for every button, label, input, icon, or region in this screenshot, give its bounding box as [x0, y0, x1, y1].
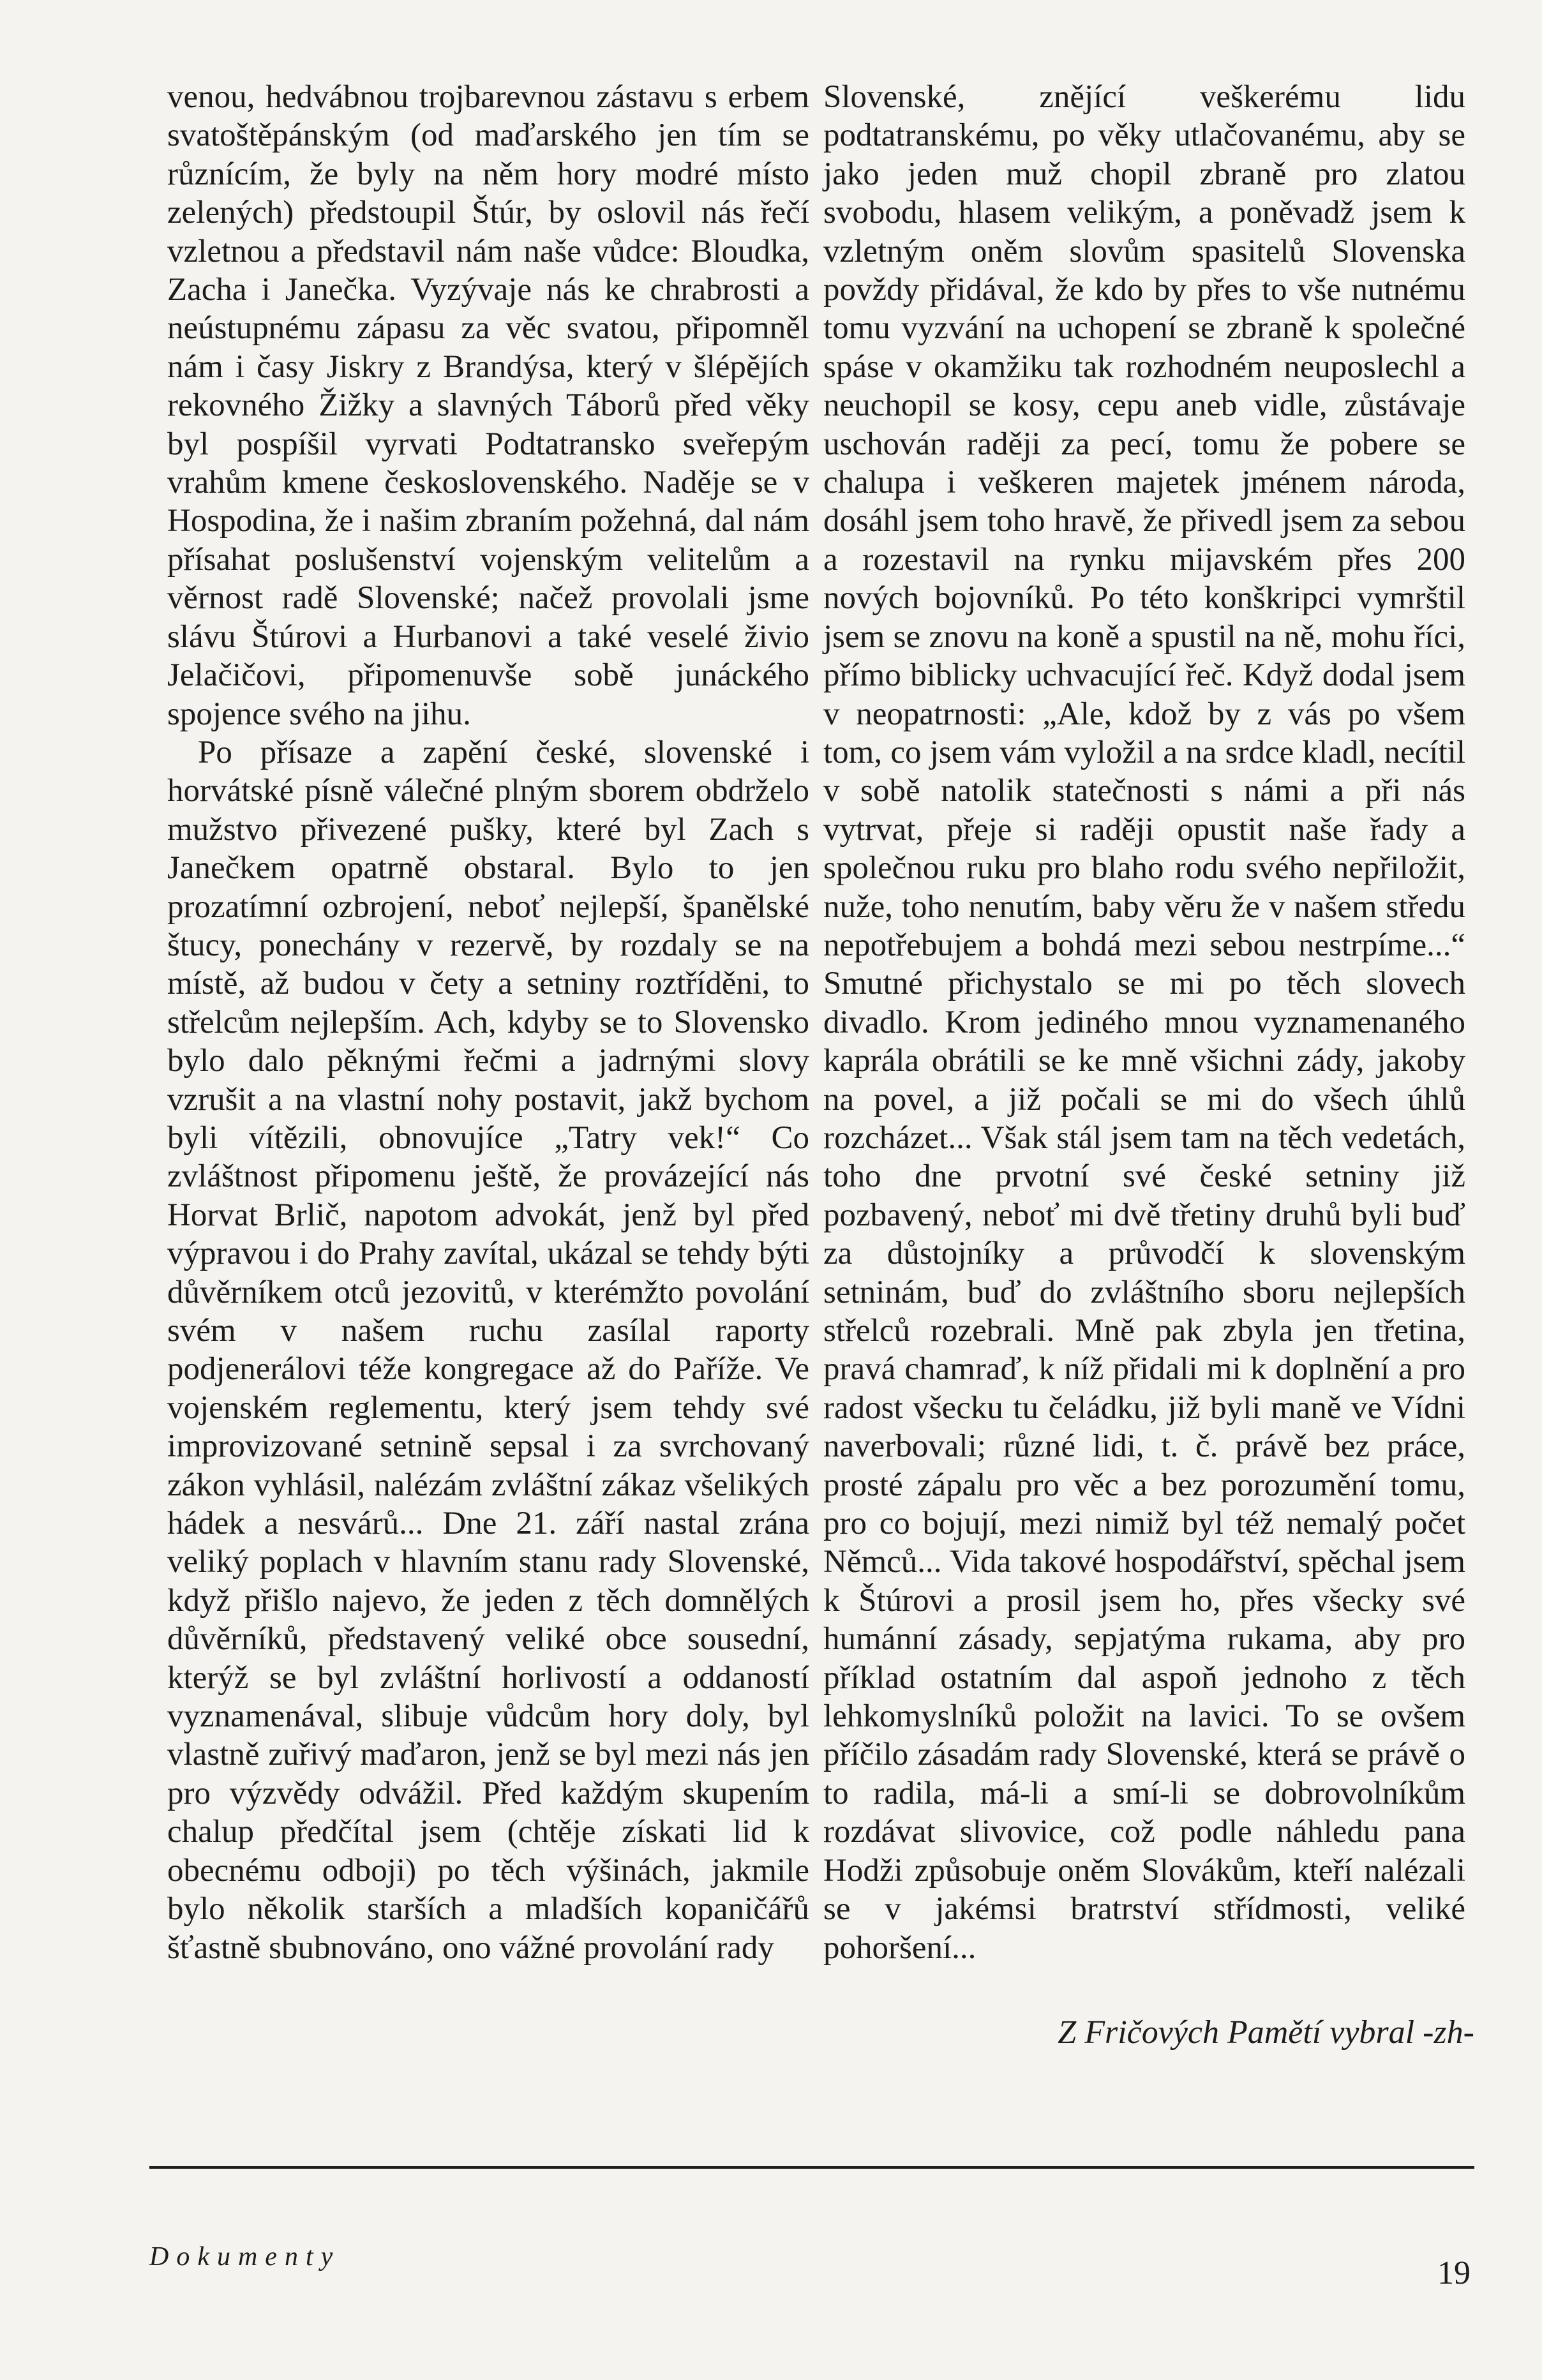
- paragraph: venou, hedvábnou trojbarevnou zástavu s erbem svatoštěpánským (od maďarského jen tím se různícím, že byly na něm hory modré místo zelených) předstoupil Štúr, by oslovil nás řečí vzletnou a představil nám naše vůdce: Bloudka, Zacha i Janečka. Vyzývaje nás ke chrabrosti a neústupnému zápasu za věc svatou, připomněl nám i časy Jiskry z Brandýsa, který v šlépějích rekovného Žižky a slavných Táborů před věky byl pospíšil vyrvati Podtatransko sveřepým vrahům kmene československého. Naděje se v Hospodina, že i našim zbraním požehná, dal nám přísahat poslušenství vojenským velitelům a věrnost radě Slovenské; načež provolali jsme slávu Štúrovi a Hurbanovi a také veselé živio Jelačičovi, připomenuvše sobě junáckého spojence svého na jihu.: [167, 79, 809, 732]
- footer-section-label: Dokumenty: [149, 2242, 341, 2271]
- left-text-column: [167, 78, 809, 1967]
- page-number: 19: [1437, 2255, 1471, 2291]
- footer-divider: [149, 2166, 1474, 2169]
- article-signature: Z Fričových Pamětí vybral -zh-: [1058, 2014, 1474, 2051]
- right-text-column: [823, 78, 1465, 1967]
- paragraph: Slovenské, znějící veškerému lidu podtatranskému, po věky utlačovanému, aby se jako jeden muž chopil zbraně pro zlatou svobodu, hlasem velikým, a poněvadž jsem k vzletným oněm slovům spasitelů Slovenska povždy přidával, že kdo by přes to vše nutnému tomu vyzvání na uchopení se zbraně k společné spáse v okamžiku tak rozhodném neuposlechl a neuchopil se kosy, cepu aneb vidle, zůstávaje uschován raději za pecí, tomu že pobere se chalupa i veškeren majetek jménem národa, dosáhl jsem toho hravě, že přivedl jsem za sebou a rozestavil na rynku mijavském přes 200 nových bojovníků. Po této konškripci vymrštil jsem se znovu na koně a spustil na ně, mohu říci, přímo biblicky uchvacující řeč. Když dodal jsem v neopatrnosti: „Ale, kdož by z vás po všem tom, co jsem vám vyložil a na srdce kladl, necítil v sobě natolik statečnosti s námi a při nás vytrvat, přeje si raději opustit naše řady a společnou ruku pro blaho rodu svého nepřiložit, nuže, toho nenutím, baby věru že v našem středu nepotřebujem a bohdá mezi sebou nestrpíme...“ Smutné přichystalo se mi po těch slovech divadlo. Krom jediného mnou vyznamenaného kaprála obrátili se ke mně všichni zády, jakoby na povel, a již počali se mi do všech úhlů rozcházet... Však stál jsem tam na těch vedetách, toho dne prvotní své české setniny již pozbavený, neboť mi dvě třetiny druhů byli buď za důstojníky a průvodčí k slovenským setninám, buď do zvláštního sboru nejlepších střelců rozebrali. Mně pak zbyla jen třetina, pravá chamraď, k níž přidali mi k doplnění a pro radost všecku tu čeládku, již byli maně ve Vídni naverbovali; různé lidi, t. č. právě bez práce, prosté zápalu pro věc a bez porozumění tomu, pro co bojují, mezi nimiž byl též nemalý počet Němců... Vida takové hospodářství, spěchal jsem k Štúrovi a prosil jsem ho, přes všecky své humánní zásady, sepjatýma rukama, aby pro příklad ostatním dal aspoň jednoho z těch lehkomyslníků položit na lavici. To se ovšem příčilo zásadám rady Slovenské, která se právě o to radila, má-li a smí-li se dobrovolníkům rozdávat slivovice, což podle náhledu pana Hodži způsobuje oněm Slovákům, kteří nalézali se v jakémsi bratrství střídmosti, veliké pohoršení...: [823, 79, 1465, 1966]
- paragraph: Po přísaze a zapění české, slovenské i horvátské písně válečné plným sborem obdrželo mužstvo přivezené pušky, které byl Zach s Janečkem opatrně obstaral. Bylo to jen prozatímní ozbrojení, neboť nejlepší, španělské štucy, ponechány v rezervě, by rozdaly se na místě, až budou v čety a setniny roztříděni, to střelcům nejlepším. Ach, kdyby se to Slovensko bylo dalo pěknými řečmi a jadrnými slovy vzrušit a na vlastní nohy postavit, jakž bychom byli vítězili, obnovujíce „Tatry vek!“ Co zvláštnost připomenu ještě, že provázející nás Horvat Brlič, napotom advokát, jenž byl před výpravou i do Prahy zavítal, ukázal se tehdy býti důvěrníkem otců jezovitů, v kterémžto povolání svém v našem ruchu zasílal raporty podjenerálovi téže kongregace až do Paříže. Ve vojenském reglementu, který jsem tehdy své improvizované setnině sepsal i za svrchovaný zákon vyhlásil, nalézám zvláštní zákaz všelikých hádek a nesvárů... Dne 21. září nastal zrána veliký poplach v hlavním stanu rady Slovenské, když přišlo najevo, že jeden z těch domnělých důvěrníků, představený veliké obce sousední, kterýž se byl zvláštní horlivostí a oddaností vyznamenával, slibuje vůdcům hory doly, byl vlastně zuřivý maďaron, jenž se byl mezi nás jen pro výzvědy odvážil. Před každým skupením chalup předčítal jsem (chtěje získati lid k obecnému odboji) po těch výšinách, jakmile bylo několik starších a mladších kopaničářů šťastně sbubnováno, ono vážné provolání rady: [167, 734, 809, 1966]
